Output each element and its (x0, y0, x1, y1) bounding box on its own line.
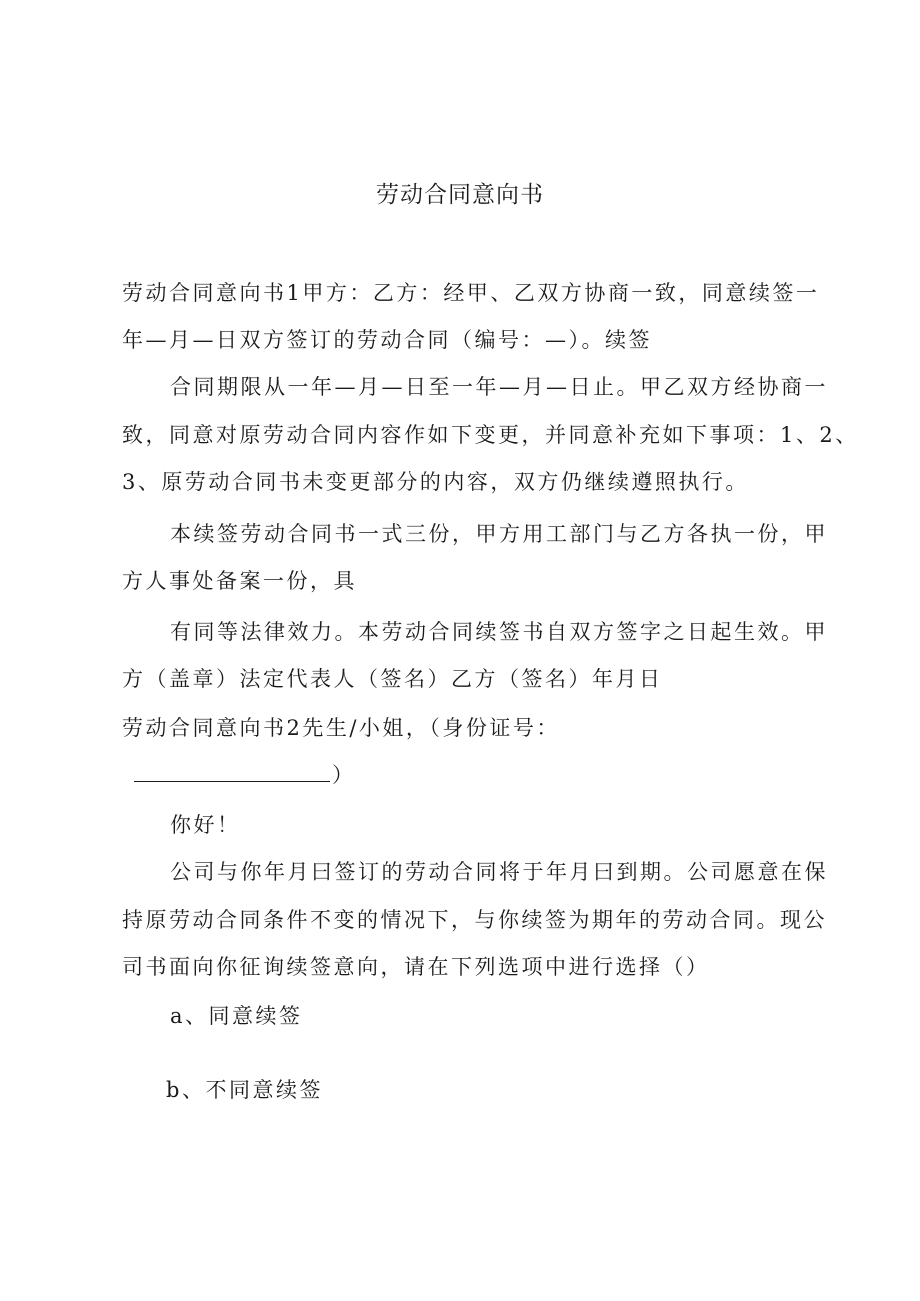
paragraph-line: 公司与你年月曰签订的劳动合同将于年月曰到期。公司愿意在保 (170, 860, 828, 884)
id-number-blank (134, 763, 330, 782)
paragraph-line: 司书面向你征询续签意向，请在下列选项中进行选择（） (122, 955, 710, 979)
option-a: a、同意续签 (170, 1004, 303, 1028)
option-b: b、不同意续签 (166, 1078, 323, 1102)
paragraph-line: 年—月—日双方签订的劳动合同（编号：—）。续签 (122, 328, 652, 352)
paragraph-line: 有同等法律效力。本劳动合同续签书自双方签字之日起生效。甲 (170, 620, 828, 644)
paragraph-line: 持原劳动合同条件不变的情况下，与你续签为期年的劳动合同。现公 (122, 908, 827, 932)
id-number-line (134, 760, 356, 790)
paragraph-line: 方（盖章）法定代表人（签名）乙方（签名）年月日 (122, 667, 663, 691)
greeting: 你好！ (170, 813, 241, 837)
paragraph-line: 致，同意对原劳动合同内容作如下变更，并同意补充如下事项：1、2、 (122, 423, 859, 447)
paragraph-line: 方人事处备案一份，具 (122, 569, 357, 593)
paragraph-line: 3、原劳动合同书未变更部分的内容，双方仍继续遵照执行。 (122, 470, 749, 494)
paragraph-line: 劳动合同意向书1甲方：乙方：经甲、乙双方协商一致，同意续签一 (122, 281, 820, 305)
paragraph-line: 劳动合同意向书2先生/小姐，（身份证号： (122, 716, 560, 740)
closing-parenthesis: ） (332, 763, 356, 787)
paragraph-line: 本续签劳动合同书一式三份，甲方用工部门与乙方各执一份，甲 (170, 522, 828, 546)
paragraph-line: 合同期限从一年—月—日至一年—月—日止。甲乙双方经协商一 (170, 375, 828, 399)
document-title: 劳动合同意向书 (376, 182, 544, 208)
